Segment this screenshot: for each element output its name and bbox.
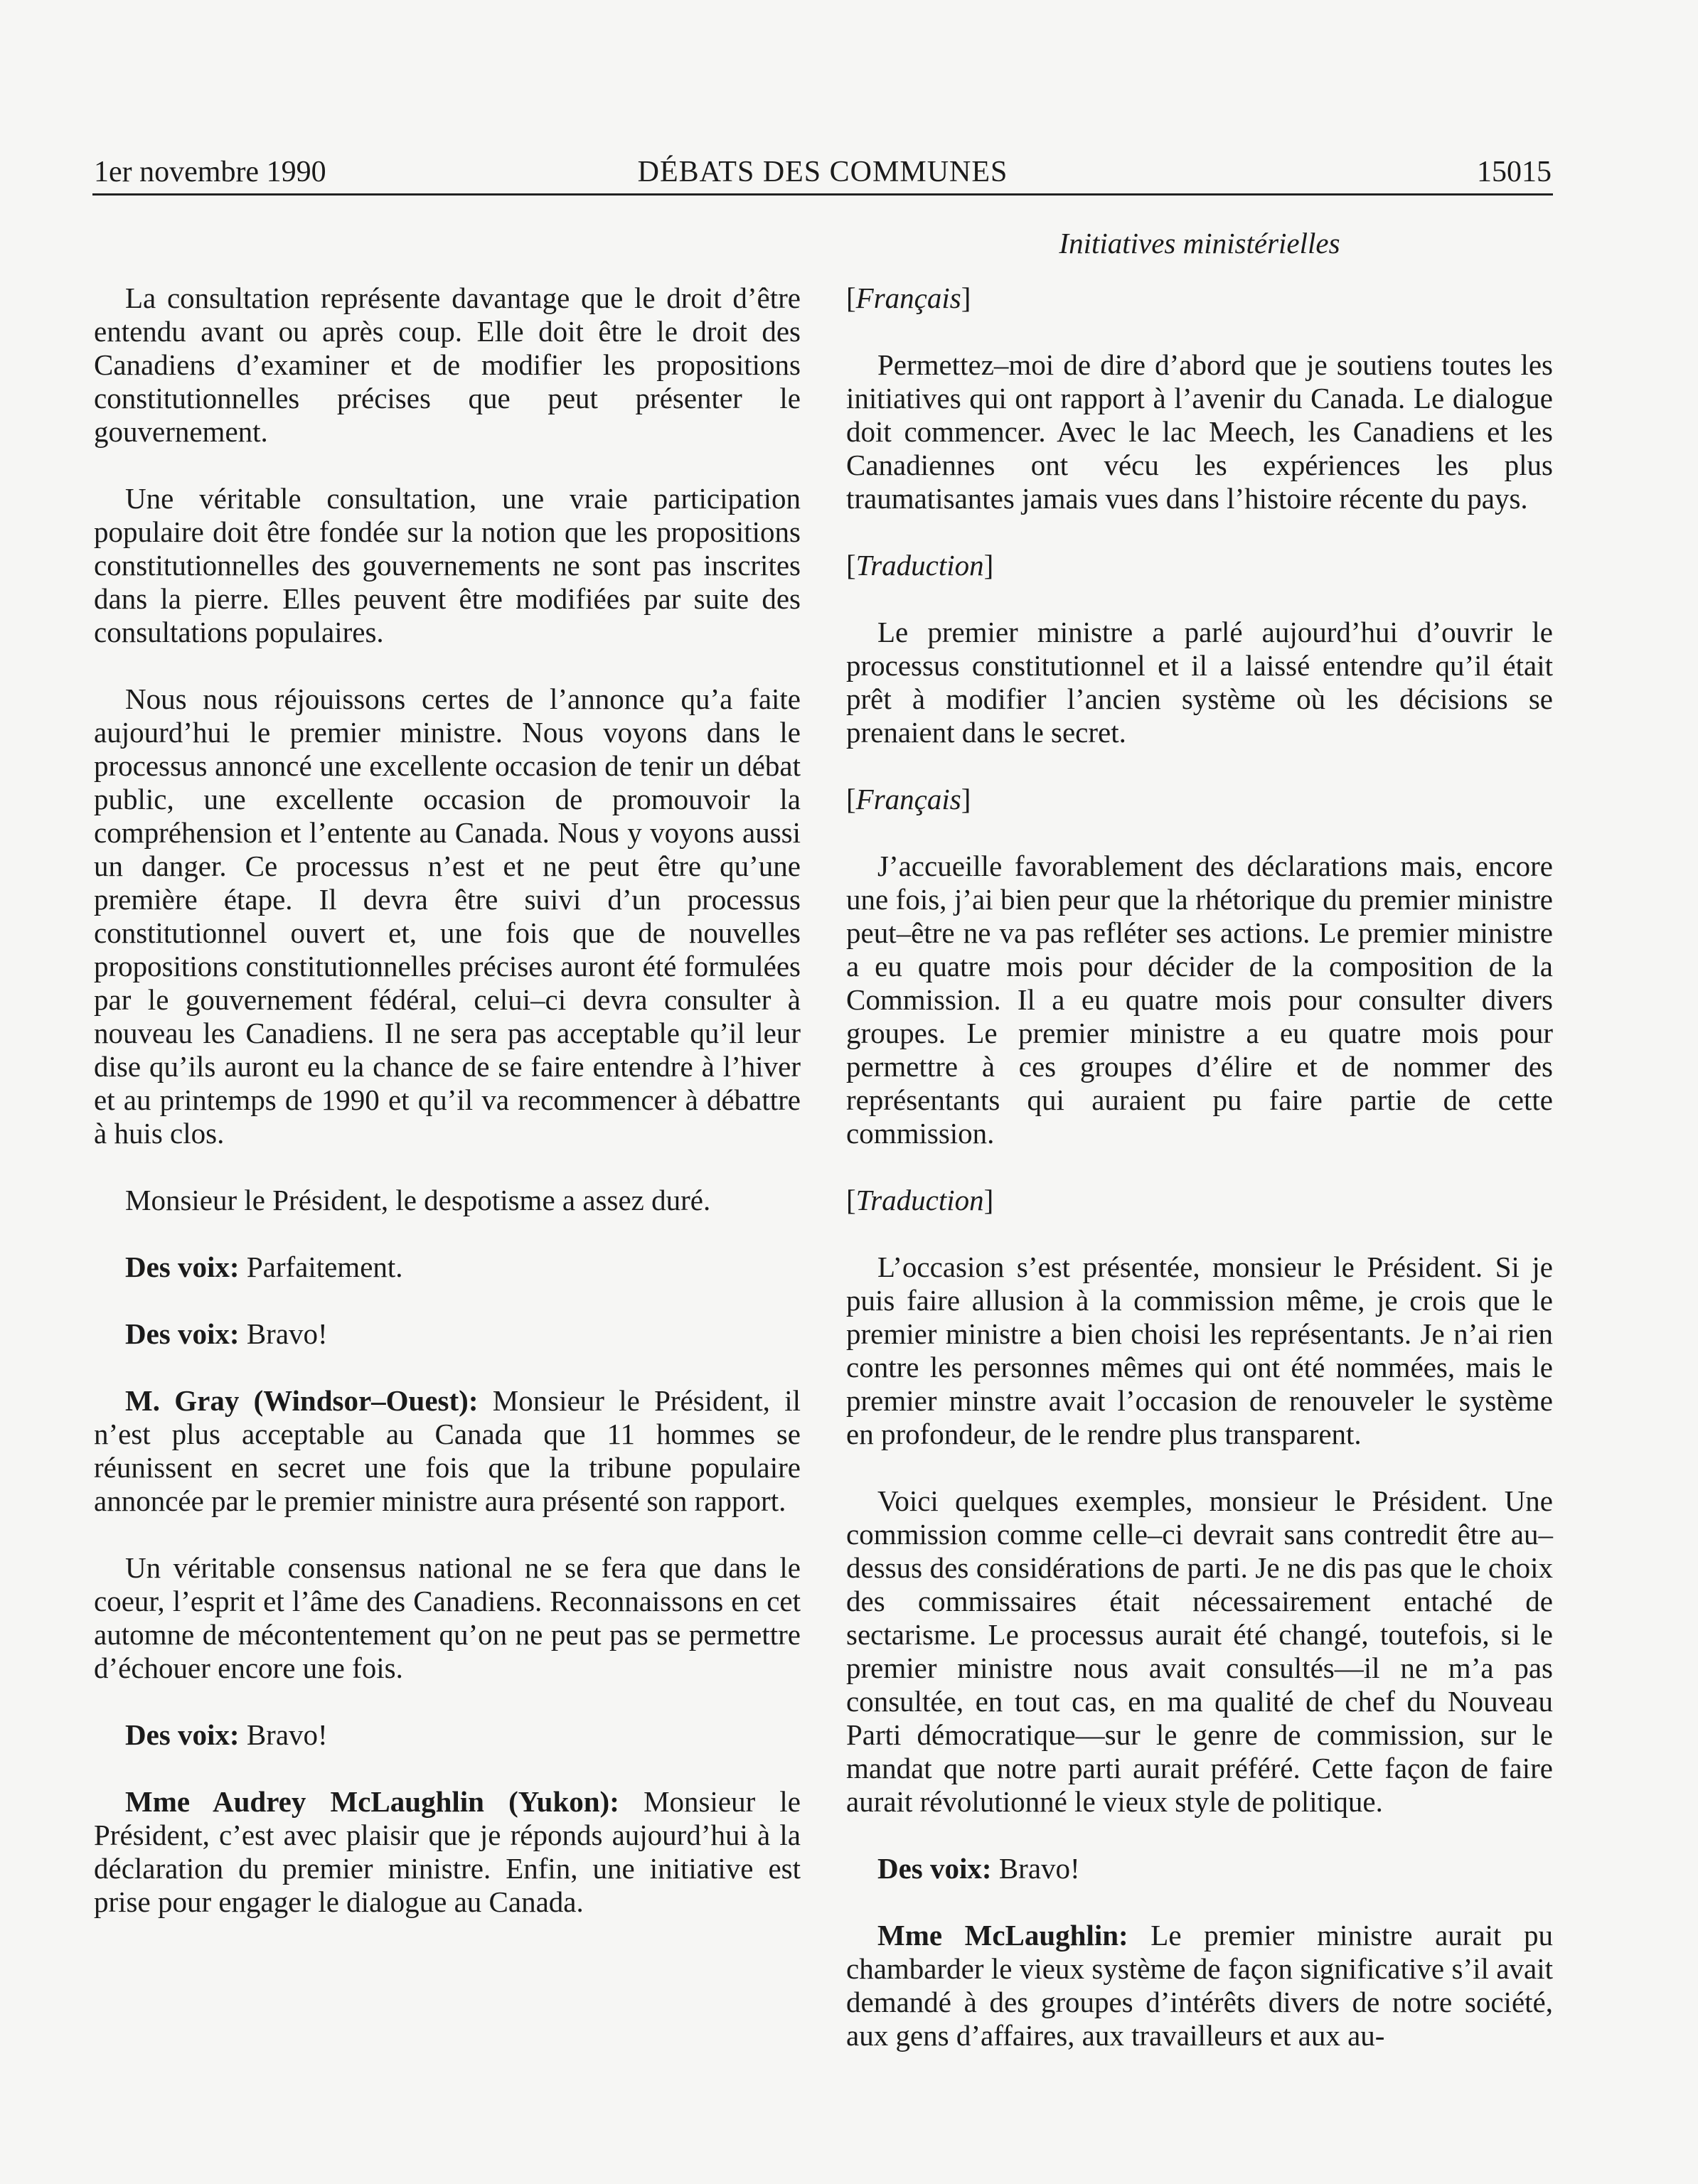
speech-text: Le premier ministre aurait pu chambarder le vieux système de façon significative s’il avait demandé à des groupes d’intérêts divers de notre société, aux gens d’affaires, aux travailleurs et aux au- [846,1919,1553,2052]
interjection [94,1317,801,1351]
speech-text: Monsieur le Président, il n’est plus acceptable au Canada que 11 hommes se réunissent en secret une fois que la tribune populaire annoncée par le premier ministre aura présenté son rapport. [94,1384,801,1517]
language-tag: [Français] [846,282,971,314]
speech [94,1785,801,1919]
header-date: 1er novembre 1990 [94,156,326,188]
paragraph: Monsieur le Président, le despotisme a assez duré. [125,1184,711,1216]
language-tag-label: Traduction [855,549,984,582]
paragraph: Permettez–moi de dire d’abord que je soutiens toutes les initiatives qui ont rapport à l’avenir du Canada. Le dialogue doit commencer. Avec le lac Meech, les Canadiens et les Canadiennes ont vécu les expériences les plus traumatisantes jamais vues dans l’histoire récente du pays. [846,348,1553,515]
paragraph: Le premier ministre a parlé aujourd’hui d’ouvrir le processus constitutionnel et il a laissé entendre qu’il était prêt à modifier l’ancien système où les décisions se prenaient dans le secret. [846,616,1553,749]
paragraph: La consultation représente davantage que le droit d’être entendu avant ou après coup. Elle doit être le droit des Canadiens d’examiner et de modifier les propositions constitutionnelles précises que peut présenter le gouvernement. [94,282,801,448]
speaker-name: Des voix: [125,1251,240,1283]
language-tag: [Français] [846,783,971,815]
right-column [846,282,1553,2052]
header-title: DÉBATS DES COMMUNES [637,156,1008,188]
speech-text: Bravo! [239,1317,328,1350]
paragraph: L’occasion s’est présentée, monsieur le Président. Si je puis faire allusion à la commission même, je crois que le premier ministre a bien choisi les représentants. Je n’ai rien contre les personnes mêmes qui ont été nommées, mais le premier minstre avait l’occasion de renouveler le système en profondeur, de le rendre plus transparent. [846,1251,1553,1450]
speaker-name: Des voix: [125,1718,240,1751]
paragraph: Voici quelques exemples, monsieur le Président. Une commission comme celle–ci devrait sans contredit être au–dessus des considérations de parti. Je ne dis pas que le choix des commissaires était nécessairement entaché de sectarisme. Le processus aurait été changé, toutefois, si le premier ministre nous avait consultés—il ne m’a pas consultée, en tout cas, en ma qualité de chef du Nouveau Parti démocratique—sur le genre de commission, sur le mandat que notre parti aurait préféré. Cette façon de faire aurait révolutionné le vieux style de politique. [846,1484,1553,1818]
speaker-name: Mme Audrey McLaughlin (Yukon): [125,1785,619,1818]
speech [94,1384,801,1518]
page-header [92,151,1553,196]
language-tag: [Traduction] [846,1184,994,1216]
language-tag: [Traduction] [846,549,994,582]
speech-text: Monsieur le Président, c’est avec plaisir que je réponds aujourd’hui à la déclaration du premier ministre. Enfin, une initiative est prise pour engager le dialogue au Canada. [94,1785,801,1918]
interjection [94,1251,801,1284]
paragraph: Une véritable consultation, une vraie participation populaire doit être fondée sur la notion que les propositions constitutionnelles des gouvernements ne sont pas inscrites dans la pierre. Elles peuvent être modifiées par suite des consultations populaires. [94,482,801,648]
speaker-name: Des voix: [125,1317,240,1350]
speech [846,1919,1553,2052]
speech-text: Bravo! [239,1718,328,1751]
language-tag-label: Traduction [855,1184,984,1216]
left-column [94,282,801,1919]
speech-text: Parfaitement. [239,1251,403,1283]
speaker-name: Des voix: [877,1852,992,1885]
paragraph: Nous nous réjouissons certes de l’annonce qu’a faite aujourd’hui le premier ministre. Nous voyons dans le processus annoncé une excellente occasion de tenir un débat public, une excellente occasion de promouvoir la compréhension et l’entente au Canada. Nous y voyons aussi un danger. Ce processus n’est et ne peut être qu’une première étape. Il devra être suivi d’un processus constitutionnel ouvert et, une fois que de nouvelles propositions constitutionnelles précises auront été formulées par le gouvernement fédéral, celui–ci devra consulter à nouveau les Canadiens. Il ne sera pas acceptable qu’il leur dise qu’ils auront eu la chance de se faire entendre à l’hiver et au printemps de 1990 et qu’il va recommencer à débattre à huis clos. [94,682,801,1150]
paragraph: J’accueille favorablement des déclarations mais, encore une fois, j’ai bien peur que la rhétorique du premier ministre peut–être ne va pas refléter ses actions. Le premier ministre a eu quatre mois pour décider de la composition de la Commission. Il a eu quatre mois pour consulter divers groupes. Le premier ministre a eu quatre mois pour permettre à ces groupes d’élire et de nommer des représentants qui auraient pu faire partie de cette commission. [846,850,1553,1150]
paragraph: Un véritable consensus national ne se fera que dans le coeur, l’esprit et l’âme des Canadiens. Reconnaissons en cet automne de mécontentement qu’on ne peut pas se permettre d’échouer encore une fois. [94,1551,801,1684]
section-title: Initiatives ministérielles [1059,227,1340,259]
language-tag-label: Français [855,783,961,815]
speech-text: Bravo! [991,1852,1080,1885]
page-number: 15015 [1477,156,1552,188]
language-tag-label: Français [855,282,961,314]
interjection [846,1852,1553,1885]
speaker-name: M. Gray (Windsor–Ouest): [125,1384,479,1417]
speaker-name: Mme McLaughlin: [877,1919,1128,1952]
interjection [94,1718,801,1752]
